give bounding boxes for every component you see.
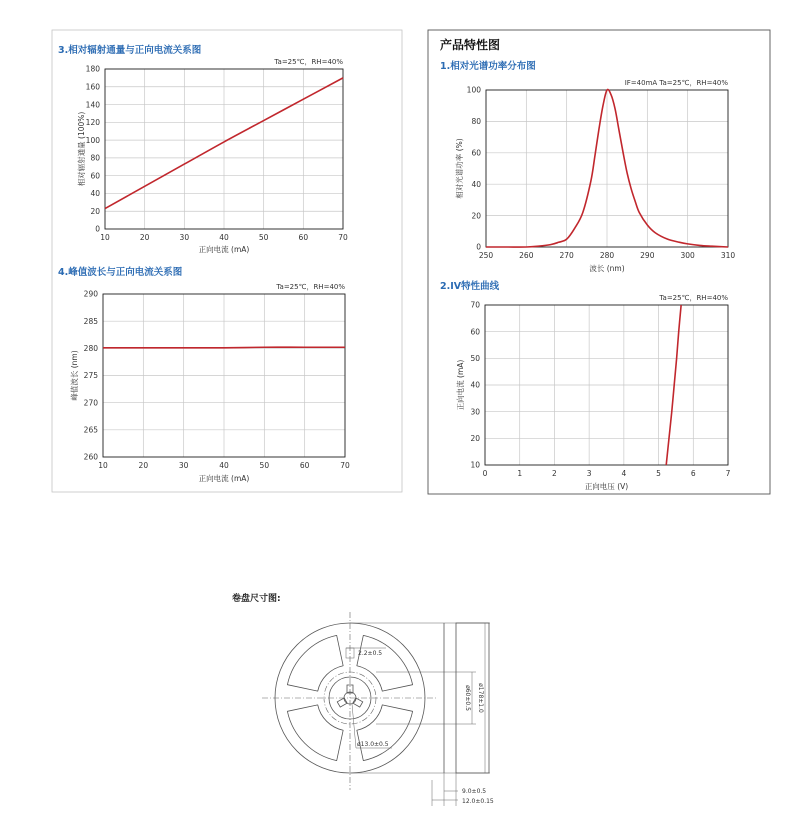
y-tick-label: 40 bbox=[470, 380, 480, 390]
x-tick-label: 3 bbox=[586, 469, 592, 478]
x-tick-label: 60 bbox=[298, 233, 309, 242]
y-tick-label: 60 bbox=[470, 327, 480, 337]
y-tick-label: 40 bbox=[471, 179, 481, 189]
y-tick-label: 260 bbox=[83, 452, 98, 462]
x-tick-label: 0 bbox=[482, 469, 488, 478]
x-tick-label: 5 bbox=[656, 469, 661, 478]
y-tick-label: 180 bbox=[85, 64, 100, 74]
reel-drawing bbox=[262, 612, 494, 806]
y-tick-label: 160 bbox=[85, 82, 100, 92]
x-tick-label: 270 bbox=[559, 251, 574, 260]
x-tick-label: 7 bbox=[725, 469, 731, 478]
chart-title: 3.相对辐射通量与正向电流关系图 bbox=[58, 45, 202, 56]
right-panel-frame bbox=[428, 30, 770, 494]
chart-title: 2.IV特性曲线 bbox=[440, 281, 500, 292]
x-tick-label: 20 bbox=[139, 233, 150, 242]
chart-annotation: Ta=25℃，RH=40% bbox=[274, 58, 343, 66]
chart-title: 4.峰值波长与正向电流关系图 bbox=[58, 267, 183, 278]
x-tick-label: 4 bbox=[621, 469, 627, 478]
y-tick-label: 60 bbox=[90, 171, 100, 181]
chart-3 bbox=[440, 60, 735, 273]
x-tick-label: 50 bbox=[259, 461, 270, 470]
data-series-line bbox=[103, 347, 345, 348]
y-tick-label: 100 bbox=[466, 85, 481, 95]
reel-window bbox=[357, 705, 413, 761]
reel-width-label: 12.0±0.15 bbox=[462, 798, 494, 805]
key-width-label: 2.2±0.5 bbox=[358, 650, 383, 657]
y-tick-label: 30 bbox=[470, 407, 480, 417]
x-tick-label: 40 bbox=[219, 233, 229, 242]
y-tick-label: 60 bbox=[471, 148, 481, 158]
x-tick-label: 20 bbox=[138, 461, 149, 470]
x-tick-label: 1 bbox=[517, 469, 523, 478]
arbor-diameter-label: ø13.0±0.5 bbox=[357, 741, 389, 748]
x-tick-label: 30 bbox=[178, 461, 189, 470]
chart-annotation: IF=40mA Ta=25℃，RH=40% bbox=[624, 79, 728, 87]
reel-diameter-label: ø178±1.0 bbox=[477, 683, 484, 713]
x-tick-label: 250 bbox=[478, 251, 494, 260]
y-tick-label: 280 bbox=[83, 344, 98, 354]
x-tick-label: 2 bbox=[552, 469, 557, 478]
y-tick-label: 140 bbox=[85, 100, 100, 110]
y-tick-label: 20 bbox=[470, 434, 480, 444]
y-tick-label: 20 bbox=[90, 206, 100, 216]
y-tick-label: 265 bbox=[83, 425, 98, 435]
reel-window bbox=[287, 635, 343, 691]
chart-4 bbox=[440, 280, 731, 491]
x-tick-label: 60 bbox=[299, 461, 310, 470]
y-tick-label: 20 bbox=[471, 211, 481, 221]
y-tick-label: 80 bbox=[471, 117, 481, 127]
y-tick-label: 100 bbox=[85, 135, 100, 145]
y-tick-label: 285 bbox=[83, 316, 98, 326]
reel-window bbox=[287, 705, 343, 761]
y-tick-label: 290 bbox=[83, 289, 98, 299]
x-tick-label: 10 bbox=[100, 233, 110, 242]
chart-annotation: Ta=25℃，RH=40% bbox=[659, 294, 728, 302]
reel-drawing-title: 卷盘尺寸图: bbox=[232, 594, 281, 604]
x-tick-label: 70 bbox=[338, 233, 348, 242]
x-tick-label: 310 bbox=[720, 251, 736, 260]
x-tick-label: 6 bbox=[690, 469, 696, 478]
hub-diameter-label: ø60±0.5 bbox=[464, 685, 471, 711]
y-axis-label: 正向电流 (mA) bbox=[456, 359, 465, 411]
y-axis-label: 相对辐射通量 (100%) bbox=[77, 111, 86, 187]
y-tick-label: 70 bbox=[470, 300, 480, 310]
chart-title: 1.相对光谱功率分布图 bbox=[440, 61, 536, 72]
y-tick-label: 10 bbox=[470, 460, 480, 470]
right-panel-header: 产品特性图 bbox=[440, 38, 501, 52]
y-axis-label: 相对光谱功率 (%) bbox=[455, 138, 464, 199]
x-tick-label: 70 bbox=[340, 461, 350, 470]
y-axis-label: 峰值波长 (nm) bbox=[70, 350, 79, 401]
chart-1 bbox=[58, 44, 348, 254]
y-tick-label: 120 bbox=[85, 118, 100, 128]
arbor-diameter-leader bbox=[352, 704, 356, 748]
y-tick-label: 0 bbox=[476, 242, 481, 252]
chart-annotation: Ta=25℃，RH=40% bbox=[276, 283, 345, 291]
hub-width-label: 9.0±0.5 bbox=[462, 788, 487, 795]
x-tick-label: 30 bbox=[179, 233, 190, 242]
x-tick-label: 260 bbox=[519, 251, 534, 260]
left-panel-frame bbox=[52, 30, 402, 492]
y-tick-label: 40 bbox=[90, 189, 100, 199]
reel-window bbox=[357, 635, 413, 691]
y-tick-label: 275 bbox=[83, 371, 98, 381]
x-axis-label: 波长 (nm) bbox=[589, 264, 625, 273]
x-tick-label: 300 bbox=[680, 251, 695, 260]
x-axis-label: 正向电流 (mA) bbox=[198, 245, 250, 254]
x-tick-label: 280 bbox=[599, 251, 615, 260]
x-axis-label: 正向电压 (V) bbox=[584, 482, 629, 491]
y-tick-label: 50 bbox=[470, 354, 480, 364]
x-tick-label: 10 bbox=[98, 461, 108, 470]
x-axis-label: 正向电流 (mA) bbox=[198, 474, 250, 483]
y-tick-label: 0 bbox=[95, 224, 100, 234]
x-tick-label: 290 bbox=[640, 251, 655, 260]
y-tick-label: 270 bbox=[83, 398, 98, 408]
x-tick-label: 50 bbox=[258, 233, 269, 242]
x-tick-label: 40 bbox=[219, 461, 229, 470]
chart-2 bbox=[58, 266, 350, 483]
y-tick-label: 80 bbox=[90, 153, 100, 163]
